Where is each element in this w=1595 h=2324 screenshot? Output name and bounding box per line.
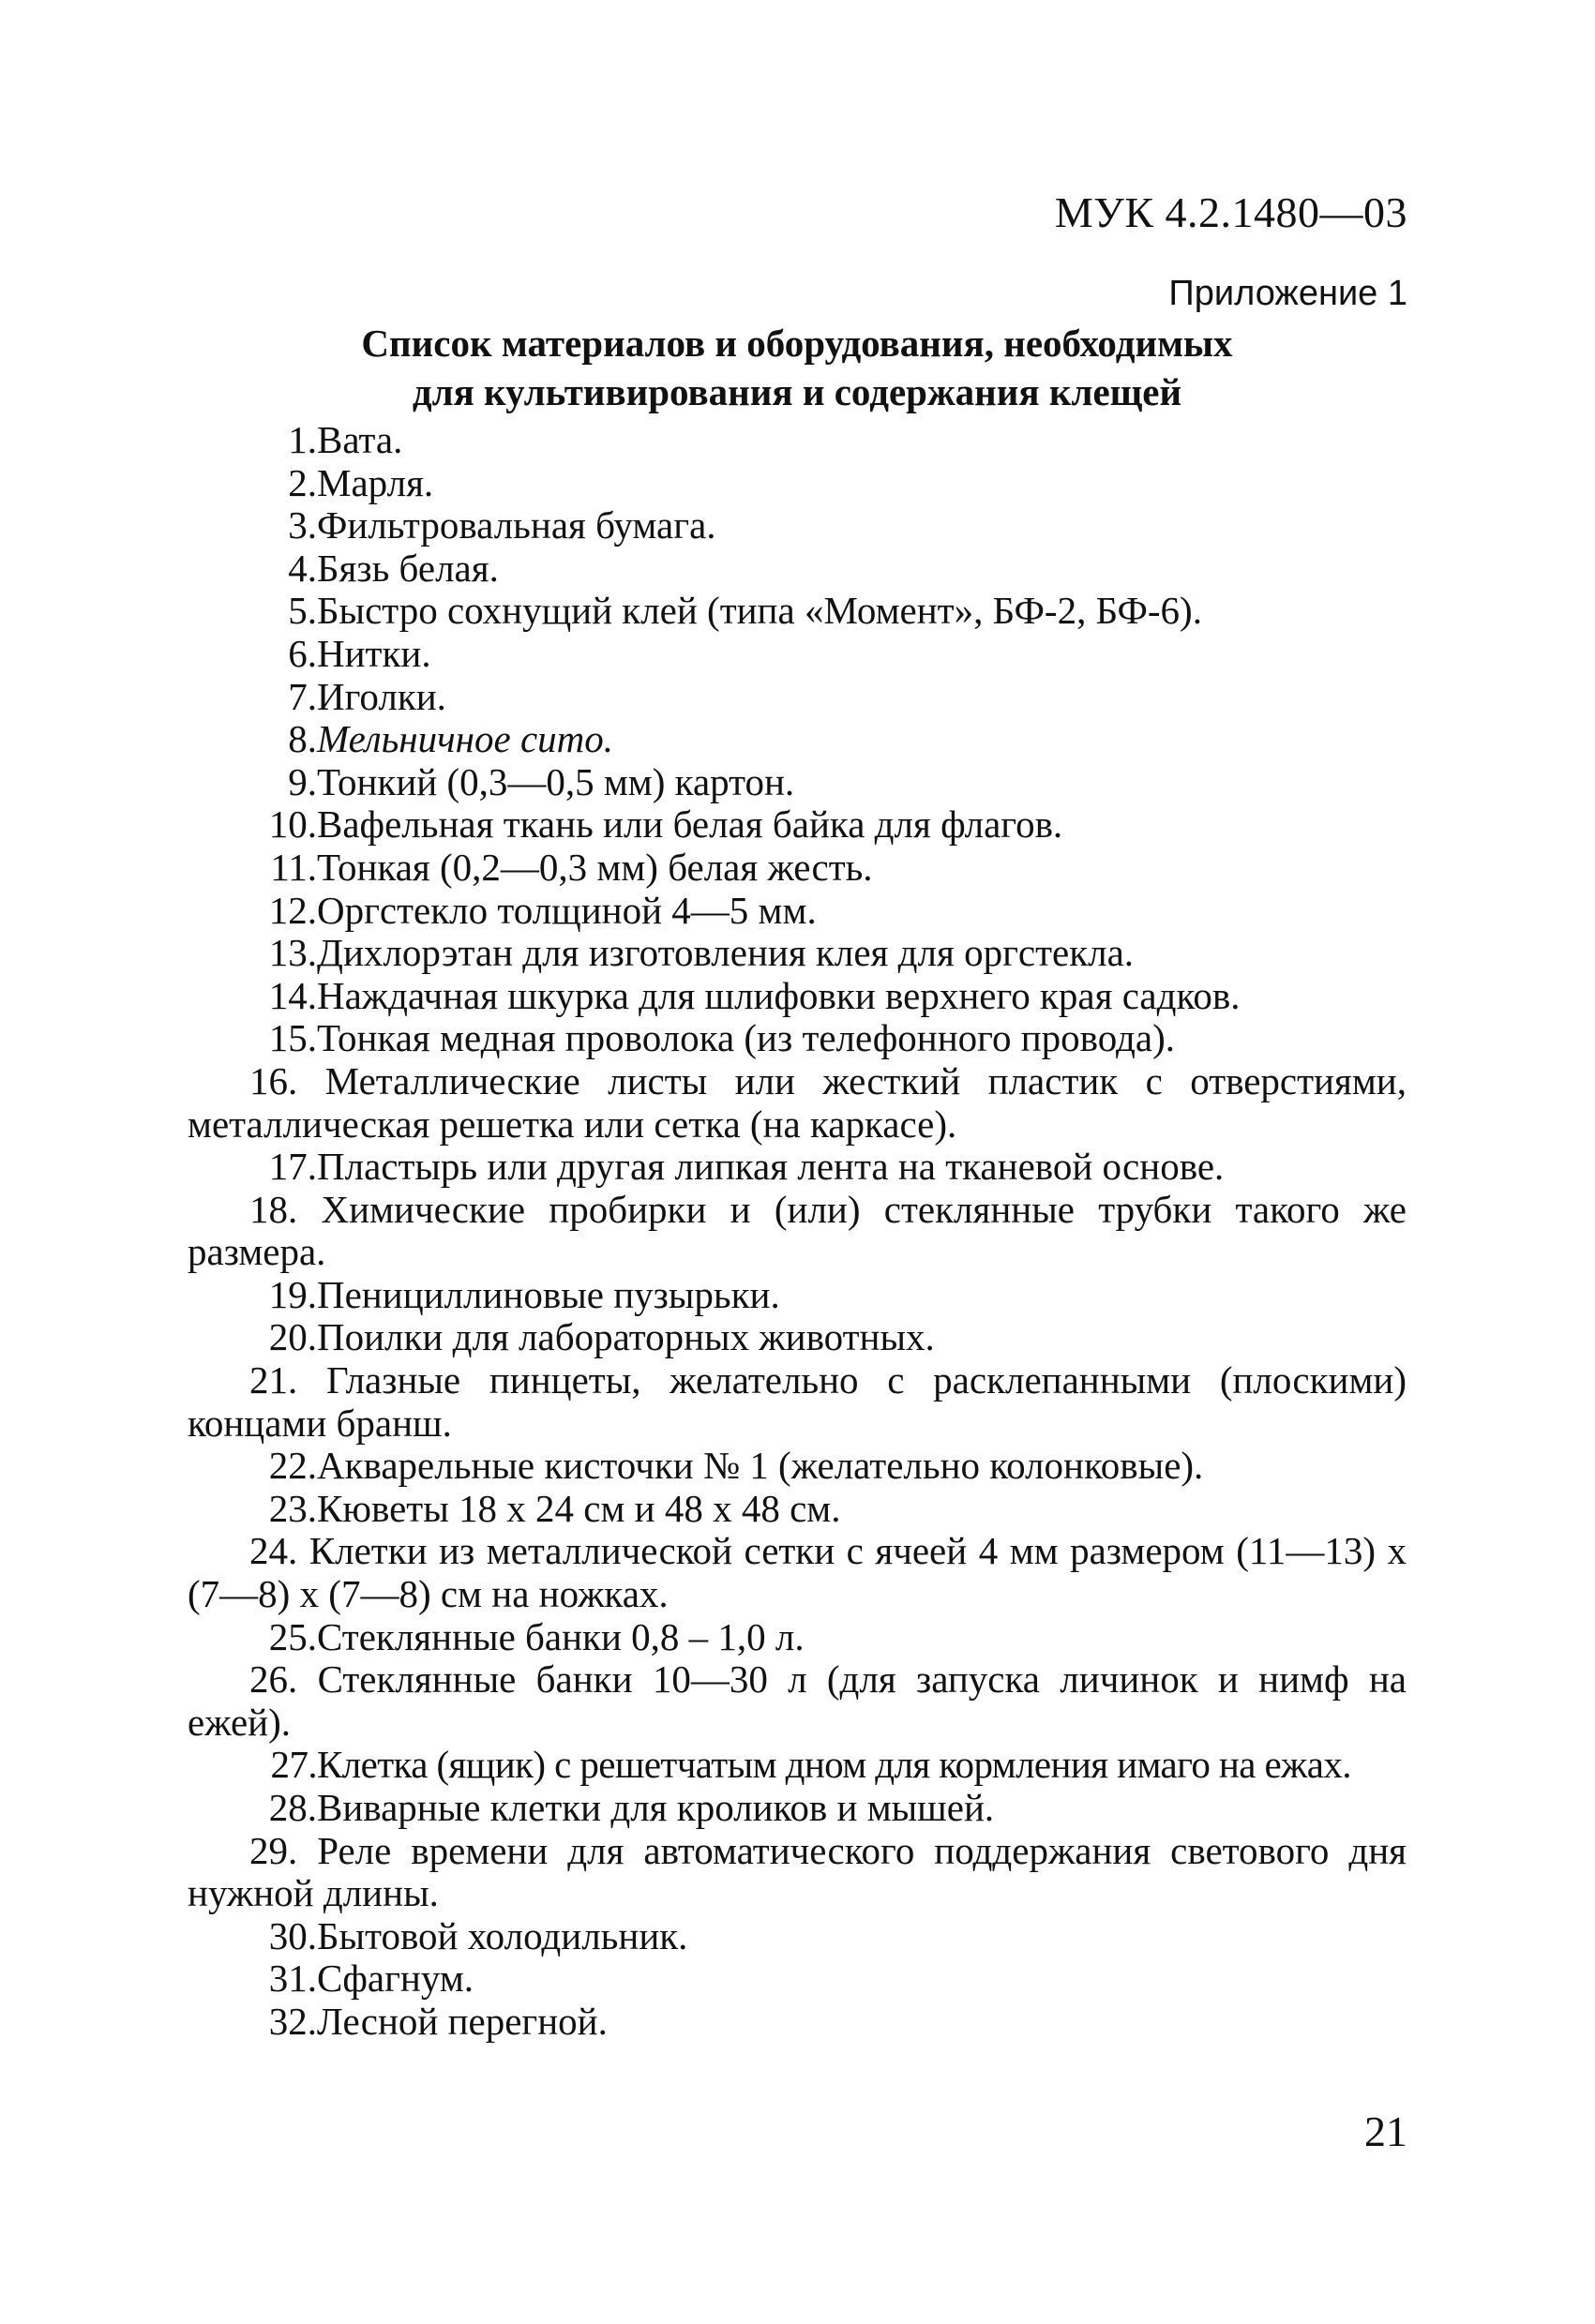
item-number: 8.: [288, 717, 317, 761]
item-number: 4.: [288, 546, 317, 590]
item-text: Химические пробирки и (или) стеклянные трубки такого же размера.: [188, 1187, 1407, 1274]
item-text: Тонкий (0,3—0,5 мм) картон.: [317, 759, 795, 803]
item-text: Оргстекло толщиной 4—5 мм.: [317, 888, 817, 932]
list-item-12: [188, 890, 1407, 933]
list-item-23: [188, 1488, 1407, 1531]
item-number: 10.: [268, 802, 317, 847]
list-item-15: [188, 1017, 1407, 1060]
title-line-1: Список материалов и оборудования, необходимых: [361, 322, 1233, 365]
item-number: 17.: [268, 1145, 317, 1189]
list-item-16: [188, 1060, 1407, 1146]
list-item-31: [188, 1957, 1407, 2001]
list-item-20: [188, 1316, 1407, 1359]
item-text: Лесной перегной.: [317, 1999, 608, 2043]
item-text: Вафельная ткань или белая байка для флагов.: [317, 802, 1063, 847]
item-text: Марля.: [317, 460, 434, 504]
list-item-6: [188, 633, 1407, 676]
item-text: Металлические листы или жесткий пластик с отверстиями, металлическая решетка или сетка (на каркасе).: [188, 1058, 1407, 1146]
list-item-4: [188, 547, 1407, 591]
list-item-19: [188, 1274, 1407, 1317]
list-item-22: [188, 1445, 1407, 1488]
list-item-17: [188, 1146, 1407, 1189]
list-item-5: [188, 590, 1407, 633]
item-number: 25.: [268, 1614, 317, 1658]
item-number: 27.: [270, 1743, 317, 1787]
item-text: Наждачная шкурка для шлифовки верхнего края садков.: [317, 973, 1241, 1017]
list-item-7: [188, 676, 1407, 719]
list-item-3: [188, 504, 1407, 547]
page-number: 21: [1364, 2107, 1407, 2155]
list-item-18: [188, 1189, 1407, 1274]
item-number: 18.: [249, 1187, 298, 1231]
item-number: 11.: [270, 845, 317, 889]
item-number: 7.: [288, 674, 317, 718]
list-item-13: [188, 932, 1407, 975]
item-text: Пластырь или другая липкая лента на тканевой основе.: [317, 1145, 1225, 1189]
item-number: 23.: [268, 1486, 317, 1530]
item-number: 19.: [268, 1272, 317, 1316]
item-number: 22.: [268, 1444, 317, 1488]
list-item-10: [188, 803, 1407, 847]
list-item-9: [188, 761, 1407, 804]
item-number: 26.: [249, 1657, 298, 1702]
item-text: Стеклянные банки 0,8 – 1,0 л.: [317, 1614, 805, 1658]
item-number: 12.: [268, 888, 317, 932]
item-text: Виварные клетки для кроликов и мышей.: [317, 1786, 995, 1829]
item-number: 24.: [249, 1529, 298, 1573]
item-text: Мельничное сито.: [317, 717, 614, 761]
item-text: Вата.: [317, 418, 403, 461]
item-number: 5.: [288, 589, 317, 633]
list-item-27: [188, 1744, 1407, 1787]
item-text: Тонкая (0,2—0,3 мм) белая жесть.: [317, 845, 873, 889]
list-item-2: [188, 462, 1407, 505]
list-item-11: [188, 847, 1407, 890]
list-item-29: [188, 1830, 1407, 1915]
list-item-25: [188, 1616, 1407, 1659]
list-item-28: [188, 1787, 1407, 1830]
item-number: 20.: [268, 1315, 317, 1359]
item-text: Тонкая медная проволока (из телефонного провода).: [317, 1016, 1176, 1060]
item-text: Акварельные кисточки № 1 (желательно колонковые).: [317, 1444, 1204, 1488]
item-text: Сфагнум.: [317, 1957, 474, 2001]
item-number: 15.: [268, 1016, 317, 1060]
item-text: Иголки.: [317, 674, 446, 718]
item-number: 30.: [268, 1913, 317, 1957]
list-item-26: [188, 1658, 1407, 1744]
appendix-label: Приложение 1: [1168, 274, 1407, 313]
item-text: Нитки.: [317, 631, 431, 675]
list-item-24: [188, 1530, 1407, 1615]
item-number: 2.: [288, 460, 317, 504]
list-item-14: [188, 975, 1407, 1018]
item-text: Бытовой холодильник.: [317, 1913, 688, 1957]
item-text: Реле времени для автоматического поддержания светового дня нужной длины.: [188, 1828, 1407, 1915]
item-number: 13.: [268, 931, 317, 975]
item-number: 6.: [288, 631, 317, 675]
item-text: Клетки из металлической сетки с ячеей 4 мм размером (11—13) х (7—8) х (7—8) см на ножках.: [188, 1529, 1407, 1616]
item-text: Дихлорэтан для изготовления клея для оргстекла.: [317, 931, 1135, 975]
item-number: 29.: [249, 1828, 298, 1872]
item-text: Глазные пинцеты, желательно с расклепанными (плоскими) концами бранш.: [188, 1358, 1407, 1445]
item-number: 16.: [249, 1058, 298, 1102]
item-text: Быстро сохнущий клей (типа «Момент», БФ-2, БФ-6).: [317, 589, 1202, 633]
item-text: Фильтровальная бумага.: [317, 503, 716, 547]
item-number: 28.: [268, 1786, 317, 1829]
item-number: 3.: [288, 503, 317, 547]
item-text: Поилки для лабораторных животных.: [317, 1315, 935, 1359]
document-code: МУК 4.2.1480—03: [1054, 188, 1407, 236]
item-text: Кюветы 18 х 24 см и 48 х 48 см.: [317, 1486, 841, 1530]
item-number: 9.: [288, 759, 317, 803]
list-item-30: [188, 1915, 1407, 1958]
item-number: 32.: [268, 1999, 317, 2043]
item-text: Пенициллиновые пузырьки.: [317, 1272, 780, 1316]
item-number: 14.: [268, 973, 317, 1017]
list-item-32: [188, 2001, 1407, 2044]
list-item-1: [188, 419, 1407, 462]
item-text: Бязь белая.: [317, 546, 499, 590]
title-line-2: для культивирования и содержания клещей: [412, 370, 1182, 413]
page-title: [188, 319, 1407, 416]
materials-list: [188, 419, 1407, 2044]
item-text: Клетка (ящик) с решетчатым дном для кормления имаго на ежах.: [317, 1743, 1351, 1787]
item-number: 1.: [288, 418, 317, 461]
item-text: Стеклянные банки 10—30 л (для запуска личинок и нимф на ежей).: [188, 1657, 1407, 1744]
list-item-8: [188, 718, 1407, 761]
list-item-21: [188, 1359, 1407, 1445]
item-number: 21.: [249, 1358, 298, 1402]
item-number: 31.: [268, 1957, 317, 2001]
